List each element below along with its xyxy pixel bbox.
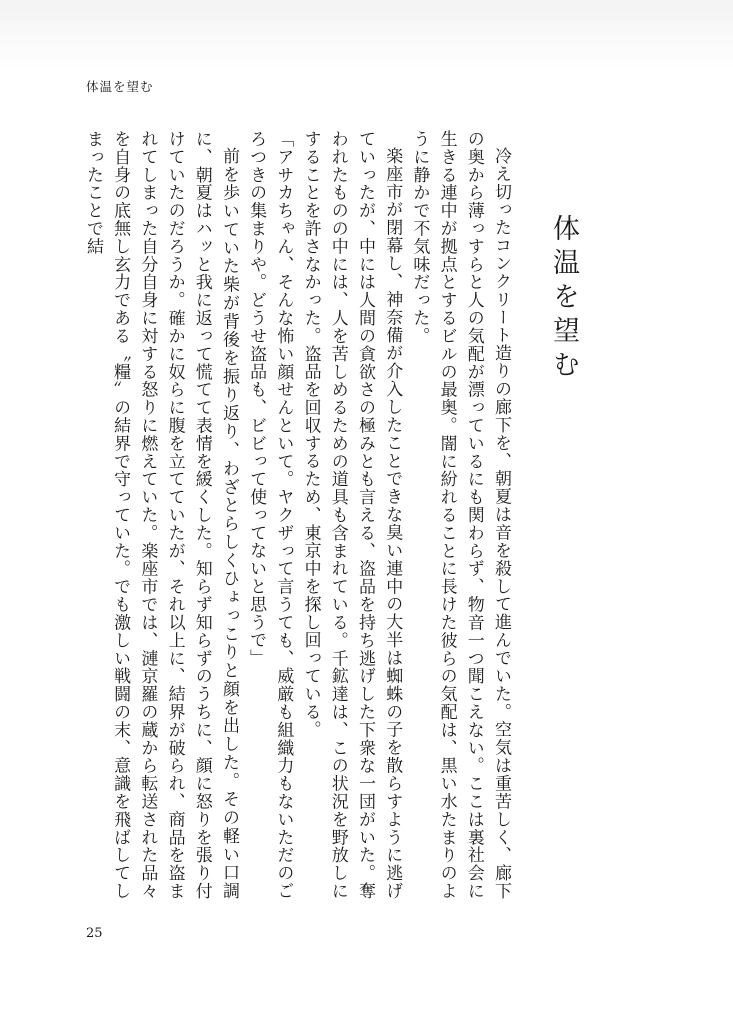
- body-text: [80, 130, 514, 900]
- paragraph-1: 冷え切ったコンクリート造りの廊下を、朝夏は音を殺して進んでいた。空気は重苦しく、廊下の奥から薄っすらと人の気配が漂っているにも関わらず、物音一つ聞こえない。ここは裏社会に生きる連中が拠点とするビルの最奥。闇に紛れることに長けた彼らの気配は、黒い水たまりのように静かで不気味だった。: [409, 130, 511, 900]
- paragraph-4: 前を歩いていた柴が背後を振り返り、わざとらしくひょっこりと顔を出した。その軽い口調に、朝夏はハッと我に返って慌てて表情を緩くした。知らず知らずのうちに、顔に怒りを張り付けていたのだろうか。確かに奴らに腹を立てていたが、それ以上に、結界が破られ、商品を盗まれてしまった自分自身に対する怒りに燃えていた。楽座市では、漣京羅の蔵から転送された品々を自身の底無し玄力である〝糧〟の結界で守っていた。でも激しい戦闘の末、意識を飛ばしてしまったことで結: [82, 130, 239, 900]
- page-number: 25: [86, 926, 103, 941]
- scan-shadow: [0, 0, 733, 70]
- running-head: 体温を望む: [86, 79, 154, 94]
- chapter-title: 体温を望む: [548, 214, 579, 384]
- paragraph-2: 楽座市が閉幕し、神奈備が介入したことできな臭い連中の大半は蜘蛛の子を散らすように逃げていったが、中には人間の貪欲さの極みとも言える、盗品を持ち逃げした下衆な一団がいた。奪われたものの中には、人を苦しめるための道具も含まれている。千鉱達は、この状況を野放しにすることを許さなかった。盗品を回収するため、東京中を探し回っている。: [300, 130, 403, 900]
- dialogue-paragraph: 「アサカちゃん、そんな怖い顔せんといて。ヤクザって言うても、威厳も組織力もないただのごろつきの集まりや。どうせ盗品も、ビビって使ってないと思うで」: [246, 130, 294, 900]
